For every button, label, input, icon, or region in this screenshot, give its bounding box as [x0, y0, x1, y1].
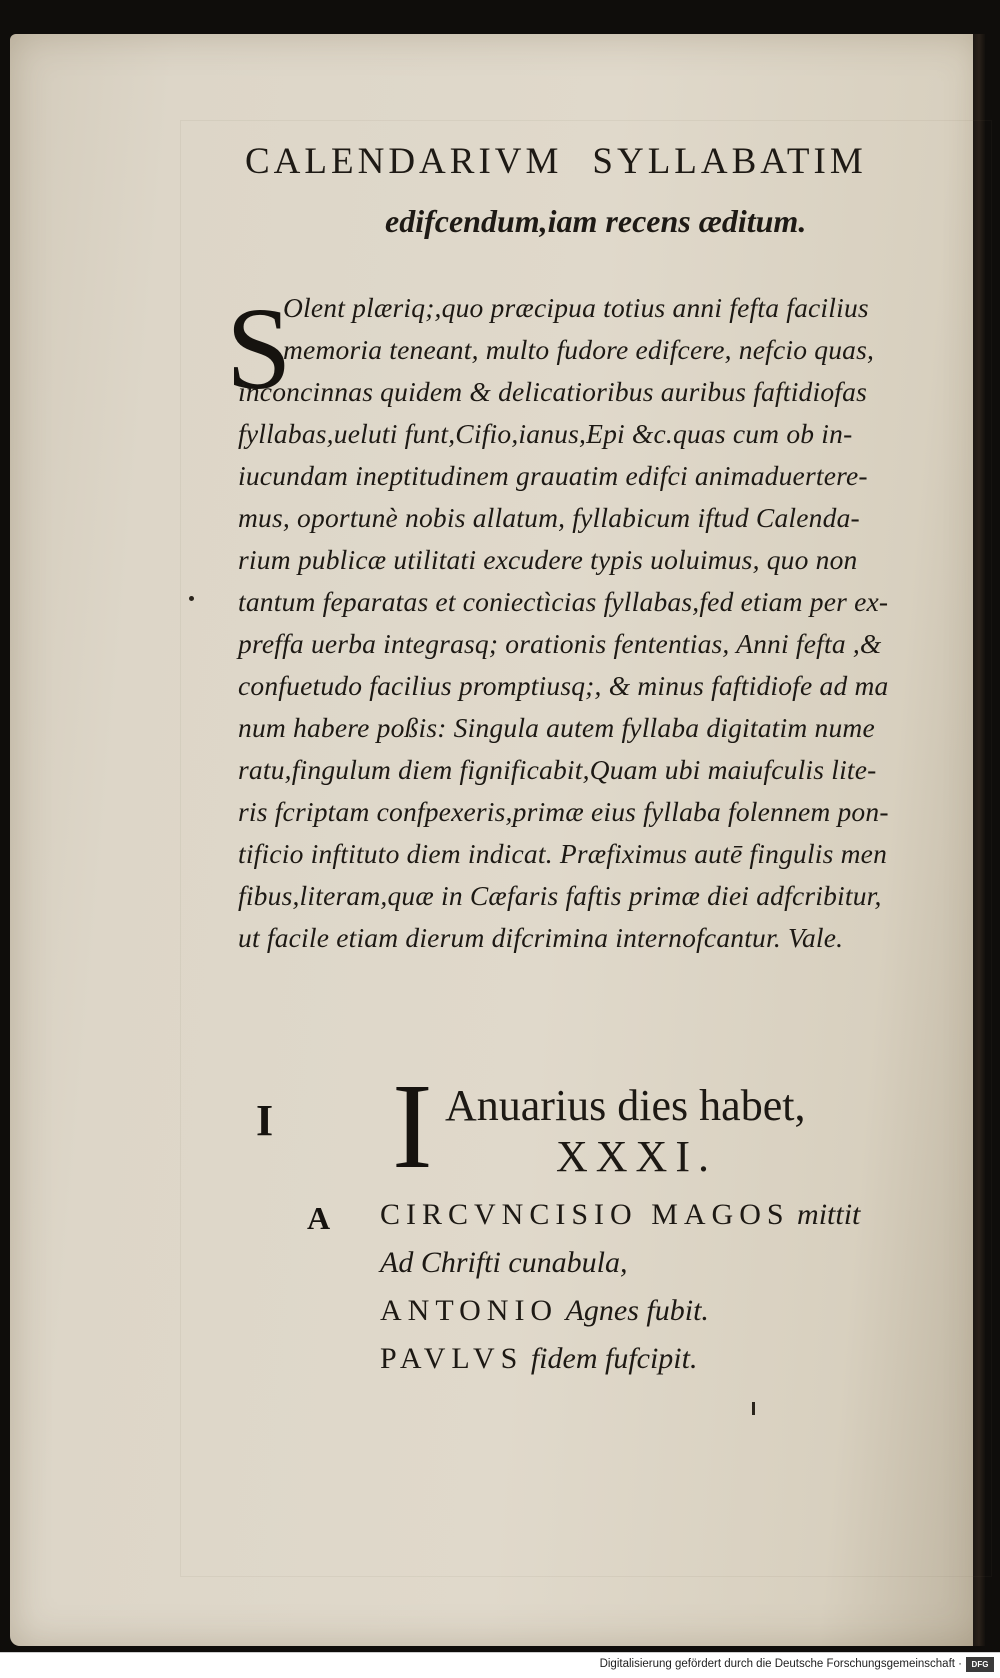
- heading-word-1: CALENDARIVM: [245, 141, 563, 182]
- page-heading: [245, 140, 867, 183]
- verse-line: [380, 1294, 709, 1328]
- body-line: inconcinnas quidem & delicatioribus auribus faftidiofas: [238, 376, 867, 407]
- body-line: ut facile etiam dierum difcrimina internofcantur. Vale.: [238, 922, 844, 953]
- month-title: Anuarius dies habet,: [445, 1081, 806, 1130]
- verse-italic: Ad Chrifti cunabula,: [380, 1246, 628, 1279]
- digitization-footer: [0, 1652, 1000, 1678]
- dfg-logo: DFG: [966, 1657, 994, 1672]
- body-line: tantum feparatas et coniectìcias fyllabas,fed etiam per ex-: [238, 586, 889, 617]
- verse-line: [380, 1198, 860, 1232]
- month-number: I: [256, 1096, 274, 1145]
- margin-tick: [752, 1402, 755, 1415]
- verse-italic: mittit: [797, 1198, 861, 1231]
- verse-line: [380, 1246, 628, 1280]
- body-line: fyllabas,ueluti funt,Cifio,ianus,Epi &c.quas cum ob in-: [238, 418, 853, 449]
- verse-caps: ANTONIO: [380, 1294, 559, 1327]
- body-line: preffa uerba integrasq; orationis fententias, Anni fefta ,&: [238, 628, 882, 659]
- month-days: XXXI.: [556, 1132, 717, 1181]
- body-line: tificio inftituto diem indicat. Præfiximus autē fingulis men: [238, 838, 888, 869]
- verse-caps: PAVLVS: [380, 1342, 524, 1375]
- body-line: iucundam ineptitudinem grauatim edifci animaduertere-: [238, 460, 868, 491]
- page-subheading: edifcendum,iam recens æditum.: [385, 203, 807, 239]
- body-line: num habere poßis: Singula autem fyllaba digitatim nume: [238, 712, 875, 743]
- dominical-letter: A: [307, 1200, 331, 1236]
- drop-cap-initial: S: [226, 283, 292, 414]
- body-line: ratu,fingulum diem fignificabit,Quam ubi maiufculis lite-: [238, 754, 877, 785]
- footer-credit: Digitalisierung gefördert durch die Deutsche Forschungsgemeinschaft ·: [599, 1658, 962, 1670]
- verse-line: [380, 1342, 697, 1376]
- heading-word-2: SYLLABATIM: [592, 141, 867, 182]
- body-line: Olent plæriq;,quo præcipua totius anni fefta facilius: [283, 292, 869, 323]
- body-line: ris fcriptam confpexeris,primæ eius fyllaba folennem pon-: [238, 796, 889, 827]
- body-line: confuetudo facilius promptiusq;, & minus faftidiofe ad ma: [238, 670, 889, 701]
- verse-italic: fidem fufcipit.: [530, 1342, 698, 1375]
- month-drop-cap: I: [392, 1059, 433, 1194]
- body-line: memoria teneant, multo fudore edifcere, nefcio quas,: [283, 334, 875, 365]
- body-line: mus, oportunè nobis allatum, fyllabicum iftud Calenda-: [238, 502, 860, 533]
- body-line: fibus,literam,quæ in Cæfaris faftis primæ diei adfcribitur,: [238, 880, 882, 911]
- verse-italic: Agnes fubit.: [565, 1294, 709, 1327]
- verse-caps: CIRCVNCISIO MAGOS: [380, 1198, 790, 1231]
- body-line: rium publicæ utilitati excudere typis uoluimus, quo non: [238, 544, 858, 575]
- margin-dot: [189, 596, 194, 601]
